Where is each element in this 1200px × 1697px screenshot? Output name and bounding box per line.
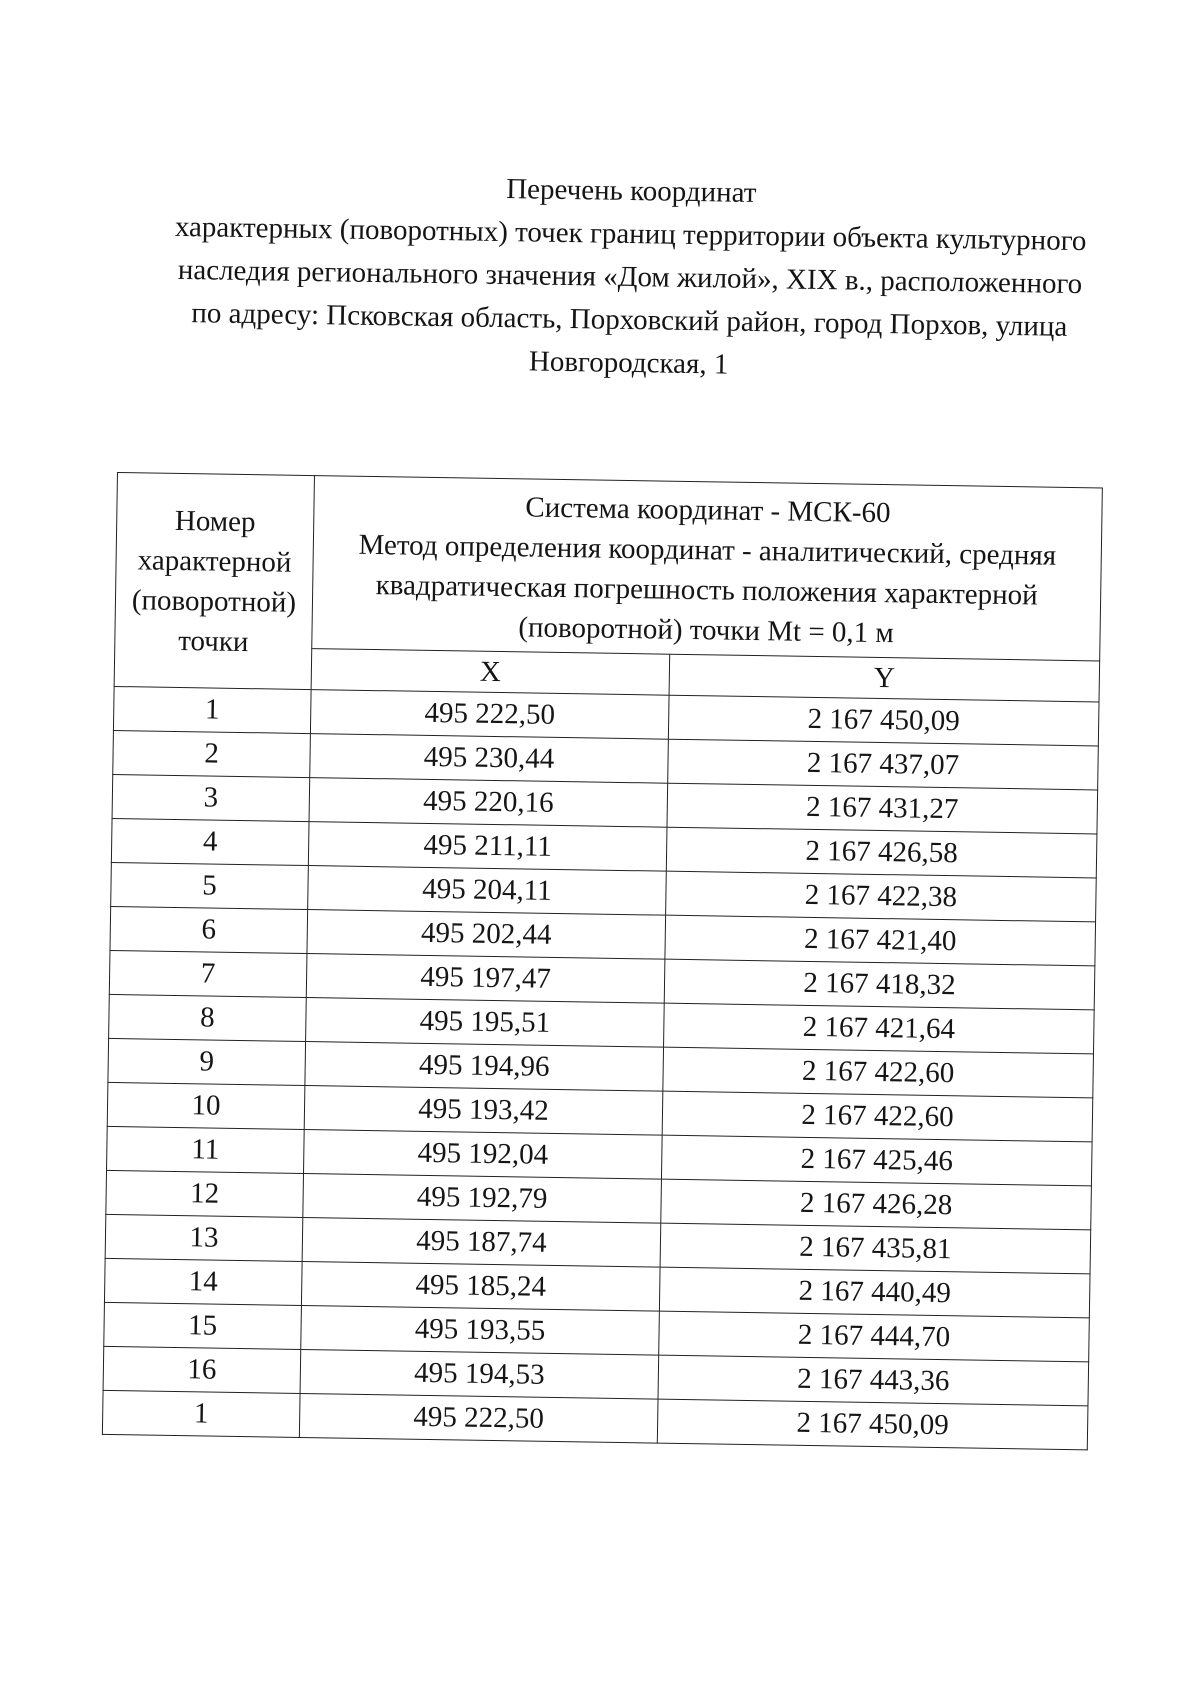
cell-point-number: 5 [111, 862, 309, 909]
cell-point-number: 15 [104, 1302, 302, 1349]
cell-y: 2 167 421,40 [665, 915, 1096, 966]
title-line: характерных (поворотных) точек границ территории объекта культурного [174, 210, 1087, 258]
cell-point-number: 1 [102, 1390, 300, 1437]
header-system-line: Система координат - МСК-60 [525, 491, 891, 530]
cell-x: 495 192,79 [303, 1174, 662, 1224]
coordinates-table-container [102, 472, 1102, 1450]
header-coordinate-system [312, 476, 1103, 661]
header-point-number-line: точки [177, 624, 249, 658]
cell-point-number: 10 [107, 1082, 305, 1129]
cell-y: 2 167 422,38 [666, 871, 1097, 922]
cell-point-number: 9 [108, 1038, 306, 1085]
header-system-line: (поворотной) точки Mt = 0,1 м [518, 611, 895, 650]
header-point-number-line: характерной [137, 543, 292, 579]
cell-x: 495 193,55 [301, 1305, 660, 1355]
document-title [148, 162, 1111, 392]
header-system-line: Метод определения координат - аналитический, средняя [358, 528, 1057, 572]
cell-y: 2 167 426,58 [666, 827, 1097, 878]
cell-x: 495 202,44 [307, 910, 666, 960]
cell-x: 495 222,50 [310, 690, 669, 740]
table-body [102, 686, 1099, 1449]
cell-point-number: 16 [103, 1346, 301, 1393]
title-line: по адресу: Псковская область, Порховский район, город Порхов, улица [191, 297, 1068, 343]
cell-x: 495 185,24 [301, 1262, 660, 1312]
cell-x: 495 192,04 [304, 1130, 663, 1180]
cell-x: 495 187,74 [302, 1218, 661, 1268]
cell-x: 495 211,11 [308, 822, 667, 872]
cell-point-number: 7 [109, 950, 307, 997]
header-system-line: квадратическая погрешность положения характерной [375, 569, 1038, 612]
cell-y: 2 167 418,32 [664, 959, 1095, 1010]
cell-point-number: 13 [105, 1214, 303, 1261]
title-line: Перечень координат [505, 173, 757, 209]
cell-y: 2 167 425,46 [661, 1135, 1092, 1186]
cell-point-number: 14 [104, 1258, 302, 1305]
cell-x: 495 220,16 [309, 778, 668, 828]
cell-x: 495 222,50 [299, 1393, 658, 1443]
cell-point-number: 3 [112, 774, 310, 821]
cell-x: 495 197,47 [306, 954, 665, 1004]
header-y: Y [669, 654, 1100, 702]
cell-x: 495 204,11 [308, 866, 667, 916]
cell-y: 2 167 422,60 [663, 1047, 1094, 1098]
header-point-number [114, 473, 314, 690]
cell-point-number: 1 [113, 686, 311, 733]
cell-y: 2 167 450,09 [668, 695, 1099, 746]
cell-point-number: 6 [110, 906, 308, 953]
cell-point-number: 12 [106, 1170, 304, 1217]
cell-x: 495 193,42 [304, 1086, 663, 1136]
cell-y: 2 167 437,07 [668, 739, 1099, 790]
cell-point-number: 4 [111, 818, 309, 865]
cell-y: 2 167 435,81 [660, 1223, 1091, 1274]
title-line: наследия регионального значения «Дом жилой», XIX в., расположенного [177, 253, 1083, 301]
cell-y: 2 167 440,49 [659, 1267, 1090, 1318]
cell-x: 495 194,96 [305, 1042, 664, 1092]
cell-point-number: 8 [109, 994, 307, 1041]
cell-y: 2 167 450,09 [657, 1399, 1088, 1450]
header-point-number-line: Номер [174, 504, 256, 538]
cell-x: 495 230,44 [310, 734, 669, 784]
cell-point-number: 2 [113, 730, 311, 777]
cell-y: 2 167 422,60 [662, 1091, 1093, 1142]
cell-y: 2 167 444,70 [659, 1311, 1090, 1362]
cell-y: 2 167 426,28 [661, 1179, 1092, 1230]
header-point-number-line: (поворотной) [131, 583, 297, 619]
cell-y: 2 167 443,36 [658, 1355, 1089, 1406]
cell-y: 2 167 431,27 [667, 783, 1098, 834]
cell-x: 495 194,53 [300, 1349, 659, 1399]
header-x: X [311, 649, 670, 696]
cell-x: 495 195,51 [306, 998, 665, 1048]
title-line: Новгородская, 1 [528, 345, 729, 381]
coordinates-table [102, 472, 1103, 1450]
cell-y: 2 167 421,64 [664, 1003, 1095, 1054]
cell-point-number: 11 [107, 1126, 305, 1173]
